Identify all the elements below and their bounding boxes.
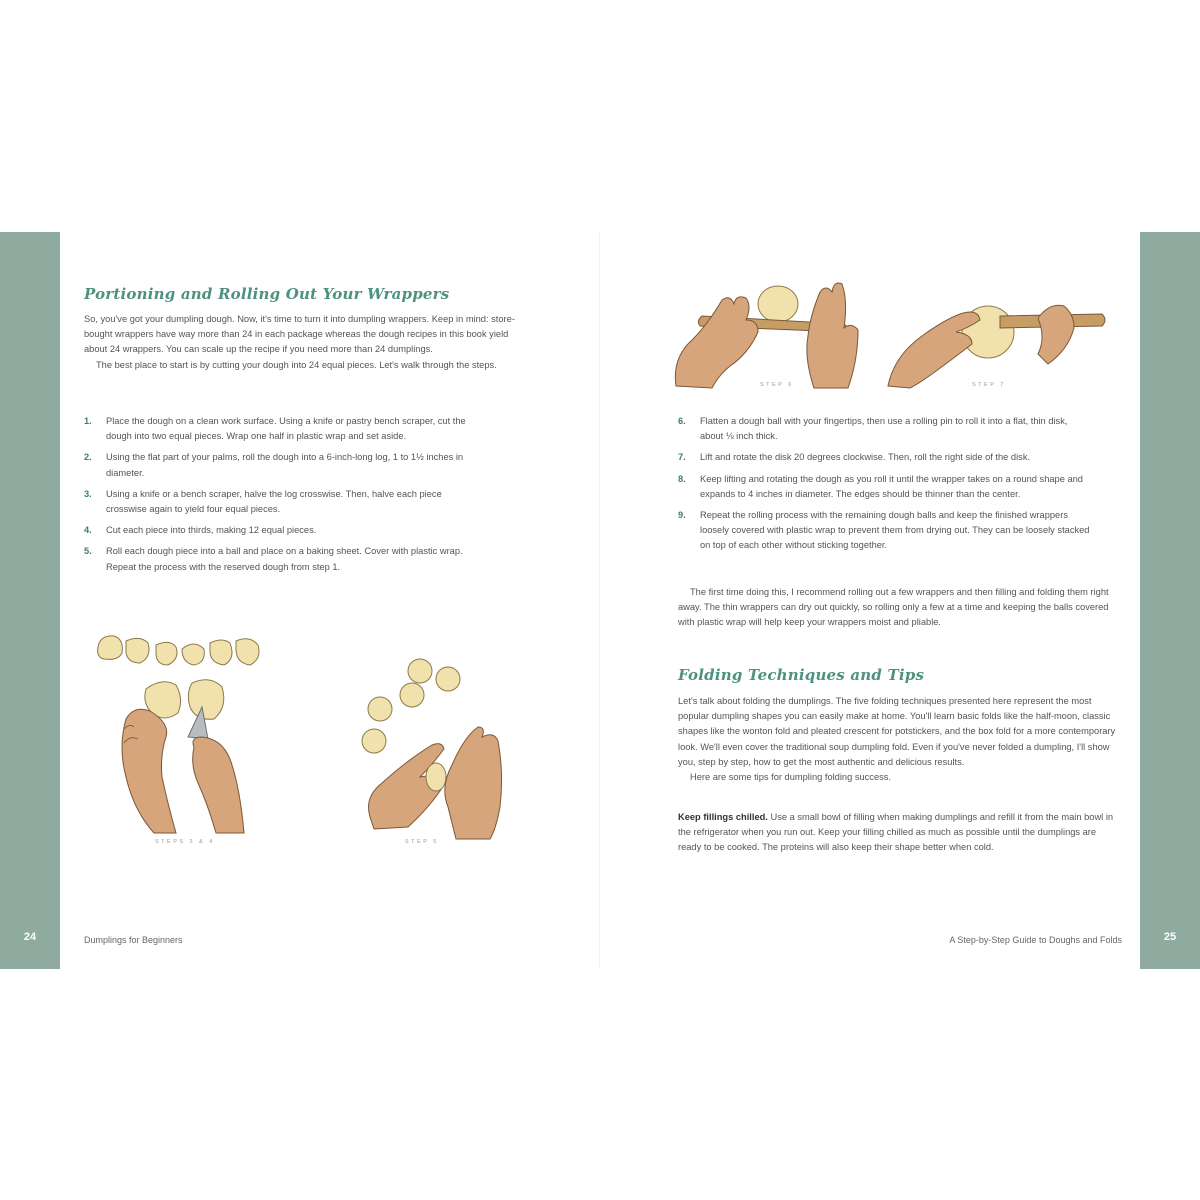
left-page [60,232,600,969]
dough-piece [182,644,204,665]
left-page-number: 24 [23,931,37,943]
intro-paragraph-2: The best place to start is by cutting your dough into 24 equal pieces. Let's walk through the steps. [96,359,497,370]
dough-disk [758,286,798,322]
step-item [678,414,1090,444]
step-item [84,450,484,480]
step-number: 3. [84,488,92,499]
step-item [84,544,484,574]
right-page-number: 25 [1163,931,1177,943]
left-footer: Dumplings for Beginners [84,935,183,945]
dough-ball [368,697,392,721]
right-page [600,232,1140,969]
tip-text: Use a small bowl of filling when making dumplings and refill it from the main bowl in the refrigerator when you run out. Keep your filling chilled as much as possible until the dumplings are ready to be cooked. The proteins will also keep their shape better when cold. [678,812,1114,853]
dough-ball [408,659,432,683]
caption-steps-3-4: STEPS 3 & 4 [155,839,215,845]
rolling-pin-step-6-illustration [672,276,872,391]
right-hand [1038,305,1074,364]
step-item [84,487,484,517]
step-number: 9. [678,510,686,521]
step-item [84,414,484,444]
step-item [678,472,1090,502]
step-text: Repeat the rolling process with the remaining dough balls and keep the finished wrappers loosely covered with plastic wrap to prevent them from drying out. They can be loosely stacked on top of each other without sticking together. [700,510,1090,551]
dough-piece [126,638,149,663]
dough-piece [236,639,259,665]
right-steps-list [678,414,1090,560]
step-number: 6. [678,416,686,426]
step-text: Keep lifting and rotating the dough as you roll it until the wrapper takes on a round shape and expands to 4 inches in diameter. The edges should be thinner than the center. [700,473,1083,499]
right-color-band [1140,232,1200,969]
rolling-pin-step-7-illustration [888,294,1113,389]
dough-ball-in-hands [426,763,446,791]
dough-ball [362,729,386,753]
left-steps-list [84,414,484,581]
right-hand [445,727,502,839]
left-page-heading: Portioning and Rolling Out Your Wrappers [84,285,450,303]
tip-lead: Keep fillings chilled. [678,812,768,822]
dough-ball [400,683,424,707]
dough-piece [156,642,177,665]
step-item [84,523,484,538]
dough-log-piece [188,680,223,719]
right-hand [807,283,858,388]
book-spread [0,232,1200,969]
step-number: 8. [678,473,686,484]
intro-paragraph-1: So, you've got your dumpling dough. Now, it's time to turn it into dumpling wrappers. Keep in mind: store-bought wrappers have way more than 24 in each package whereas the dough recipes in this book yield about 24 wrappers. You can scale up the recipe if you need more than 24 dumplings. [84,314,515,355]
step-number: 4. [84,525,92,536]
step-number: 1. [84,416,92,426]
step-item [678,508,1090,554]
folding-paragraph-1: Let's talk about folding the dumplings. The five folding techniques presented here represent the most popular dumpling shapes you can easily make at home. You'll learn basic folds like the half-moon, classic shapes like the wonton fold and pleated crescent for potstickers, and the box fold for a more contemporary look. We'll even cover the traditional soup dumpling fold. Even if you've never folded a dumpling, I'll show you, step by step, how to get the most authentic and delicious results. [678,696,1116,767]
step-text: Using a knife or a bench scraper, halve the log crosswise. Then, halve each piece crosswise again to yield four equal pieces. [106,488,442,515]
dough-piece [98,636,123,659]
right-hand [193,737,244,833]
step-text: Place the dough on a clean work surface. Using a knife or pastry bench scraper, cut the dough into two equal pieces. Wrap one half in plastic wrap and set aside. [106,416,466,442]
rolling-balls-illustration [360,657,510,842]
step-number: 2. [84,452,92,463]
step-text: Using the flat part of your palms, roll the dough into a 6-inch-long log, 1 to 1½ inches in diameter. [106,452,464,478]
left-intro [84,312,520,373]
right-page-heading: Folding Techniques and Tips [678,666,925,684]
folding-text [678,694,1121,785]
dough-ball [436,667,460,691]
after-steps-text [678,585,1121,631]
folding-paragraph-2: Here are some tips for dumpling folding success. [690,772,892,783]
dough-piece [210,640,232,665]
left-hand [675,297,758,388]
tip-block [678,810,1121,856]
step-text: Lift and rotate the disk 20 degrees clockwise. Then, roll the right side of the disk. [700,452,1031,463]
caption-step-6: STEP 6 [760,382,794,388]
left-hand [122,709,176,833]
caption-step-5: STEP 5 [405,839,439,845]
step-text: Roll each dough piece into a ball and place on a baking sheet. Cover with plastic wrap. Repeat the process with the reserved dough from step 1. [106,546,463,572]
step-number: 5. [84,546,92,557]
left-color-band [0,232,60,969]
after-steps-paragraph: The first time doing this, I recommend rolling out a few wrappers and then filling and folding them right away. The thin wrappers can dry out quickly, so rolling only a few at a time and keeping the balls covered with plastic wrap will help keep your wrappers moist and pliable. [678,587,1109,628]
left-hand [888,312,980,388]
caption-step-7: STEP 7 [972,382,1006,388]
cutting-dough-illustration [90,627,310,842]
step-text: Cut each piece into thirds, making 12 equal pieces. [106,525,317,536]
step-text: Flatten a dough ball with your fingertips, then use a rolling pin to roll it into a flat, thin disk, about ⅛ inch thick. [700,416,1068,442]
right-footer: A Step-by-Step Guide to Doughs and Folds [949,935,1122,945]
step-number: 7. [678,452,686,463]
step-item [678,450,1090,465]
